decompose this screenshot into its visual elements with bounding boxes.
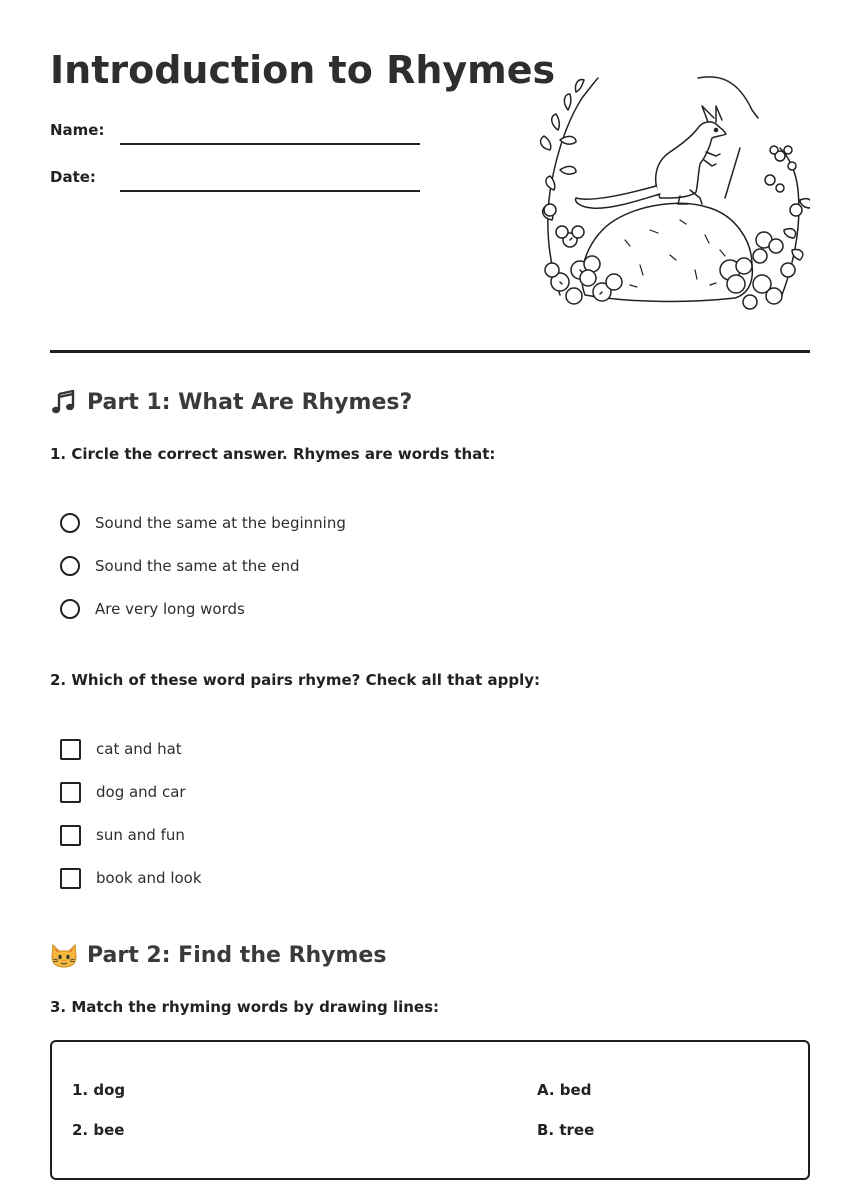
radio-circle[interactable] xyxy=(60,556,80,576)
q2-option-3[interactable] xyxy=(60,823,185,847)
part2-title: Part 2: Find the Rhymes xyxy=(87,942,387,968)
q1-option-3[interactable] xyxy=(60,597,245,621)
header-divider xyxy=(50,350,810,353)
option-label: dog and car xyxy=(96,783,186,801)
checkbox[interactable] xyxy=(60,739,81,760)
option-label: Sound the same at the end xyxy=(95,557,300,575)
date-label: Date: xyxy=(50,168,96,186)
q2-option-2[interactable] xyxy=(60,780,186,804)
right-word-b[interactable]: B. tree xyxy=(537,1121,595,1139)
left-word-2[interactable]: 2. bee xyxy=(72,1121,125,1139)
option-label: sun and fun xyxy=(96,826,185,844)
option-label: cat and hat xyxy=(96,740,182,758)
option-label: Are very long words xyxy=(95,600,245,618)
question-2: 2. Which of these word pairs rhyme? Check all that apply: xyxy=(50,671,541,689)
option-label: Sound the same at the beginning xyxy=(95,514,346,532)
q2-option-1[interactable] xyxy=(60,737,182,761)
checkbox[interactable] xyxy=(60,868,81,889)
left-word-1[interactable]: 1. dog xyxy=(72,1081,126,1099)
radio-circle[interactable] xyxy=(60,599,80,619)
q2-option-4[interactable] xyxy=(60,866,202,890)
question-1: 1. Circle the correct answer. Rhymes are words that: xyxy=(50,445,496,463)
checkbox[interactable] xyxy=(60,782,81,803)
matching-box xyxy=(50,1040,810,1180)
date-line[interactable] xyxy=(120,190,420,192)
right-word-a[interactable]: A. bed xyxy=(537,1081,592,1099)
page-title: Introduction to Rhymes xyxy=(50,48,556,92)
radio-circle[interactable] xyxy=(60,513,80,533)
kangaroo-on-rock-illustration xyxy=(530,70,810,320)
q1-option-1[interactable] xyxy=(60,511,346,535)
q1-option-2[interactable] xyxy=(60,554,300,578)
cat-face-icon xyxy=(50,941,78,969)
name-label: Name: xyxy=(50,121,105,139)
music-note-icon xyxy=(50,388,78,416)
part1-title: Part 1: What Are Rhymes? xyxy=(87,389,413,415)
part1-heading xyxy=(50,388,412,416)
option-label: book and look xyxy=(96,869,202,887)
question-3: 3. Match the rhyming words by drawing lines: xyxy=(50,998,440,1016)
checkbox[interactable] xyxy=(60,825,81,846)
name-line[interactable] xyxy=(120,143,420,145)
part2-heading xyxy=(50,941,386,969)
